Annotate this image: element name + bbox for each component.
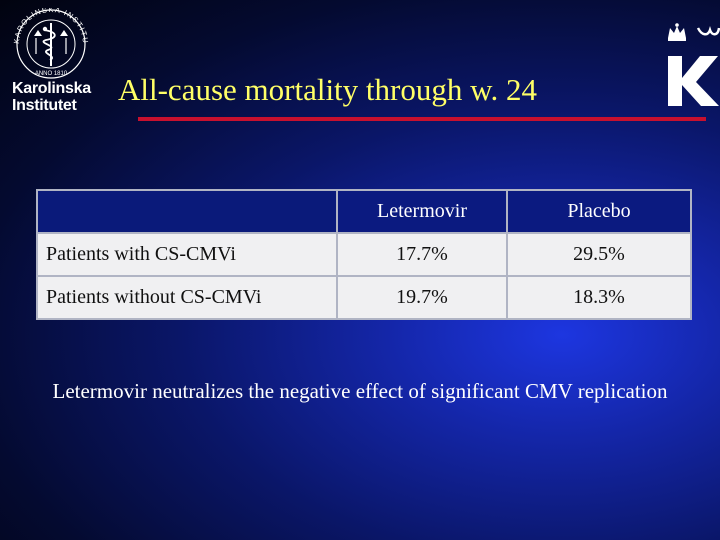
- table-header-row: [37, 190, 691, 233]
- cell-placebo-with: 29.5%: [507, 233, 691, 276]
- title-underline: [138, 117, 706, 121]
- column-header-placebo: Placebo: [507, 190, 691, 233]
- table-corner-cell: [37, 190, 337, 233]
- cell-letermovir-with: 17.7%: [337, 233, 507, 276]
- wordmark-line-1: Karolinska: [12, 80, 91, 97]
- row-label-without-cs-cmvi: Patients without CS-CMVi: [37, 276, 337, 319]
- karolinska-logo: [6, 8, 96, 116]
- table-row: [37, 276, 691, 319]
- slide-title: All-cause mortality through w. 24: [118, 72, 537, 107]
- seal-text: KAROLINSKA INSTITU: [11, 8, 91, 45]
- wordmark-line-2: Institutet: [12, 97, 77, 114]
- row-label-with-cs-cmvi: Patients with CS-CMVi: [37, 233, 337, 276]
- cell-placebo-without: 18.3%: [507, 276, 691, 319]
- conclusion-text: Letermovir neutralizes the negative effect of significant CMV replication: [52, 379, 668, 403]
- hospital-k-logo-icon: [662, 22, 720, 108]
- karolinska-wordmark: [12, 80, 98, 114]
- ki-seal-icon: [6, 8, 96, 80]
- seal-year: ANNO 1810: [34, 71, 68, 77]
- mortality-table: [36, 189, 692, 320]
- cell-letermovir-without: 19.7%: [337, 276, 507, 319]
- column-header-letermovir: Letermovir: [337, 190, 507, 233]
- table-row: [37, 233, 691, 276]
